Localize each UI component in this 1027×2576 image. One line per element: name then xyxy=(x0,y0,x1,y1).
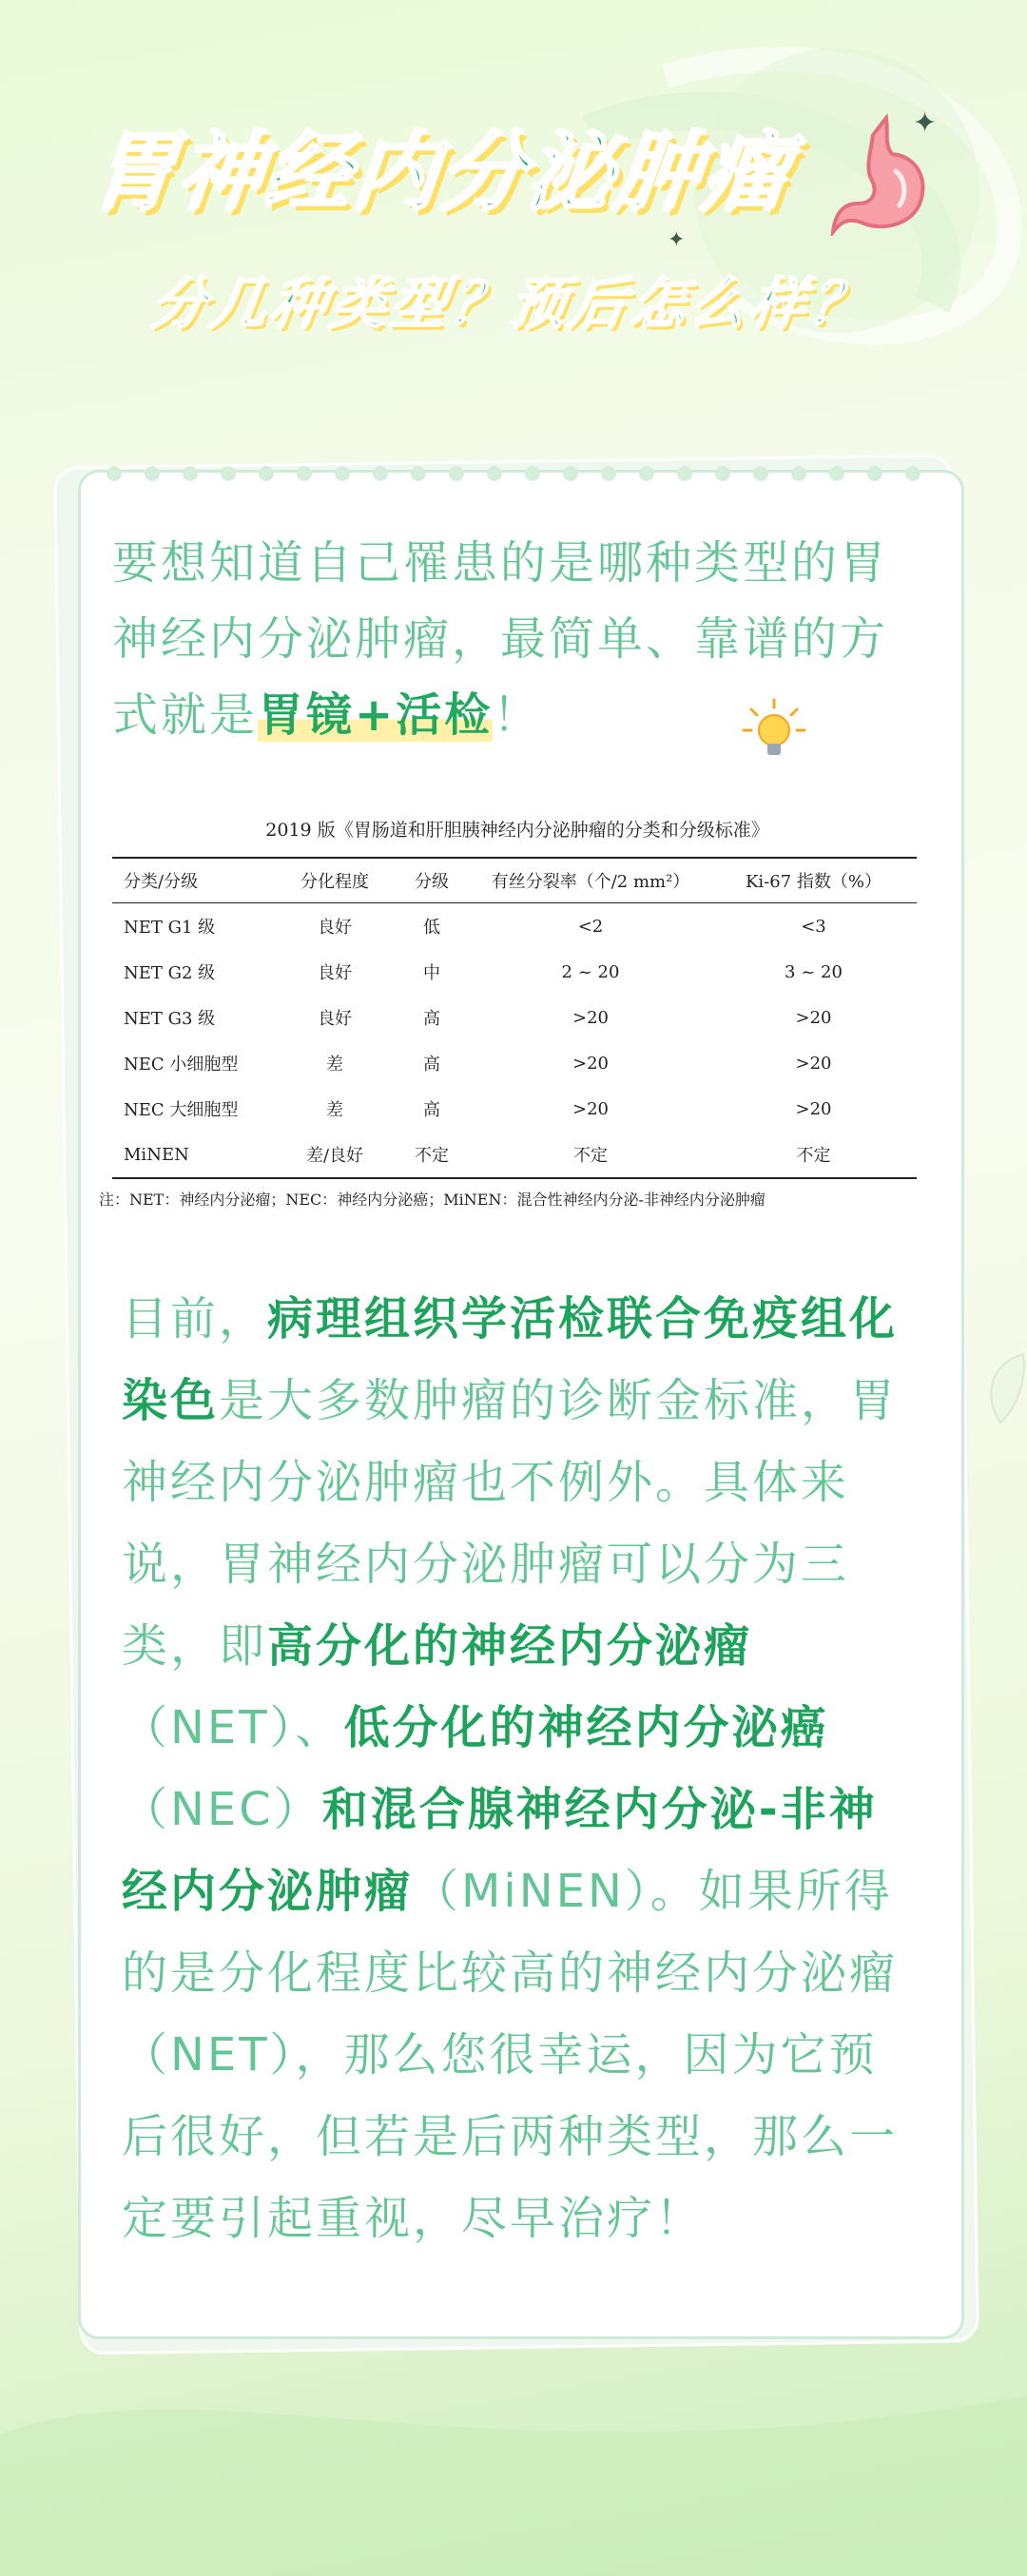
page-subtitle: 分几种类型？预后怎么样？ xyxy=(146,271,876,336)
table-cell: MiNEN xyxy=(124,1144,189,1165)
intro-text: 要想知道自己罹患的是哪种类型的胃神经内分泌肿瘤，最简单、靠谱的方式就是 xyxy=(112,536,889,742)
body-bold-text: 低分化的神经内分泌癌 xyxy=(343,1701,829,1754)
table-cell: 3 ~ 20 xyxy=(785,961,843,982)
classification-table-section xyxy=(99,816,917,1213)
table-cell: 不定 xyxy=(796,1146,831,1166)
table-header-cell: 有丝分裂率（个/2 mm²） xyxy=(471,858,710,903)
table-cell: <2 xyxy=(577,916,604,937)
table-cell: >20 xyxy=(572,1053,609,1074)
table-cell: 高 xyxy=(423,1055,440,1075)
table-title: 2019 版《胃肠道和肝胆胰神经内分泌肿瘤的分类和分级标准》 xyxy=(265,820,769,841)
page-title: 胃神经内分泌肿瘤 xyxy=(85,123,796,223)
table-header-cell: 分化程度 xyxy=(277,858,393,903)
leaf-decoration-icon xyxy=(979,1350,1027,1426)
table-cell: NET G2 级 xyxy=(124,963,216,983)
body-text: （NET）、 xyxy=(122,1701,344,1754)
body-text: （NEC） xyxy=(122,1783,322,1836)
table-cell: 不定 xyxy=(573,1146,608,1166)
table-cell: 不定 xyxy=(415,1146,449,1166)
table-cell: NET G1 级 xyxy=(124,918,216,938)
intro-text-end: ！ xyxy=(493,688,542,742)
table-cell: NEC 小细胞型 xyxy=(124,1055,239,1075)
table-cell: 差 xyxy=(326,1055,343,1075)
table-cell: >20 xyxy=(795,1098,832,1119)
table-cell: 中 xyxy=(423,963,440,983)
classification-table xyxy=(112,857,917,1179)
table-cell: >20 xyxy=(572,1098,609,1119)
table-cell: 高 xyxy=(423,1100,440,1120)
table-row xyxy=(112,949,917,995)
lightbulb-icon xyxy=(740,696,808,765)
table-header-cell: 分类/分级 xyxy=(112,858,277,903)
body-bold-text: 病理组织学活检联合免疫组化染色 xyxy=(122,1292,899,1427)
table-row xyxy=(112,1132,917,1178)
sparkle-icon: ✦ xyxy=(913,107,938,140)
body-text: （MiNEN）。如果所得的是分化程度比较高的神经内分泌瘤（NET），那么您很幸运，因为它预后很好，但若是后两种类型，那么一定要引起重视，尽早治疗！ xyxy=(122,1865,899,2245)
body-paragraph xyxy=(122,1278,903,2259)
table-cell: NEC 大细胞型 xyxy=(124,1100,239,1120)
table-cell: 高 xyxy=(423,1009,440,1029)
intro-highlight: 胃镜+活检 xyxy=(258,688,494,742)
body-text: 目前， xyxy=(122,1292,268,1346)
table-header-cell: Ki-67 指数（%） xyxy=(710,858,917,903)
table-row xyxy=(112,903,917,950)
table-cell: 良好 xyxy=(318,918,352,938)
table-cell: 差 xyxy=(326,1100,343,1120)
table-header-cell: 分级 xyxy=(393,858,471,903)
table-cell: 差/良好 xyxy=(305,1146,364,1166)
sparkle-icon: ✦ xyxy=(668,228,686,252)
table-header-row xyxy=(112,858,917,903)
notebook-dots xyxy=(105,455,941,493)
table-cell: <3 xyxy=(801,916,826,937)
table-cell: 良好 xyxy=(318,963,352,983)
body-bold-text: 和混合腺神经内分泌-非神经内分泌肿瘤 xyxy=(122,1783,878,1918)
table-row xyxy=(112,1086,917,1132)
body-bold-text: 高分化的神经内分泌瘤 xyxy=(267,1619,753,1673)
table-cell: NET G3 级 xyxy=(124,1009,216,1029)
table-row xyxy=(112,1040,917,1086)
table-cell: >20 xyxy=(795,1007,832,1028)
table-row xyxy=(112,995,917,1040)
table-cell: 低 xyxy=(423,918,440,938)
table-cell: 2 ~ 20 xyxy=(561,961,620,982)
table-note: 注：NET：神经内分泌瘤；NEC：神经内分泌癌；MiNEN：混合性神经内分泌-非神经内分泌肿瘤 xyxy=(99,1191,765,1209)
table-cell: >20 xyxy=(795,1053,832,1074)
table-cell: 良好 xyxy=(318,1009,352,1029)
table-cell: >20 xyxy=(572,1007,609,1028)
body-text: 是大多数肿瘤的诊断金标准，胃神经内分泌肿瘤也不例外。具体来说，胃神经内分泌肿瘤可以分为三类，即 xyxy=(122,1374,899,1673)
